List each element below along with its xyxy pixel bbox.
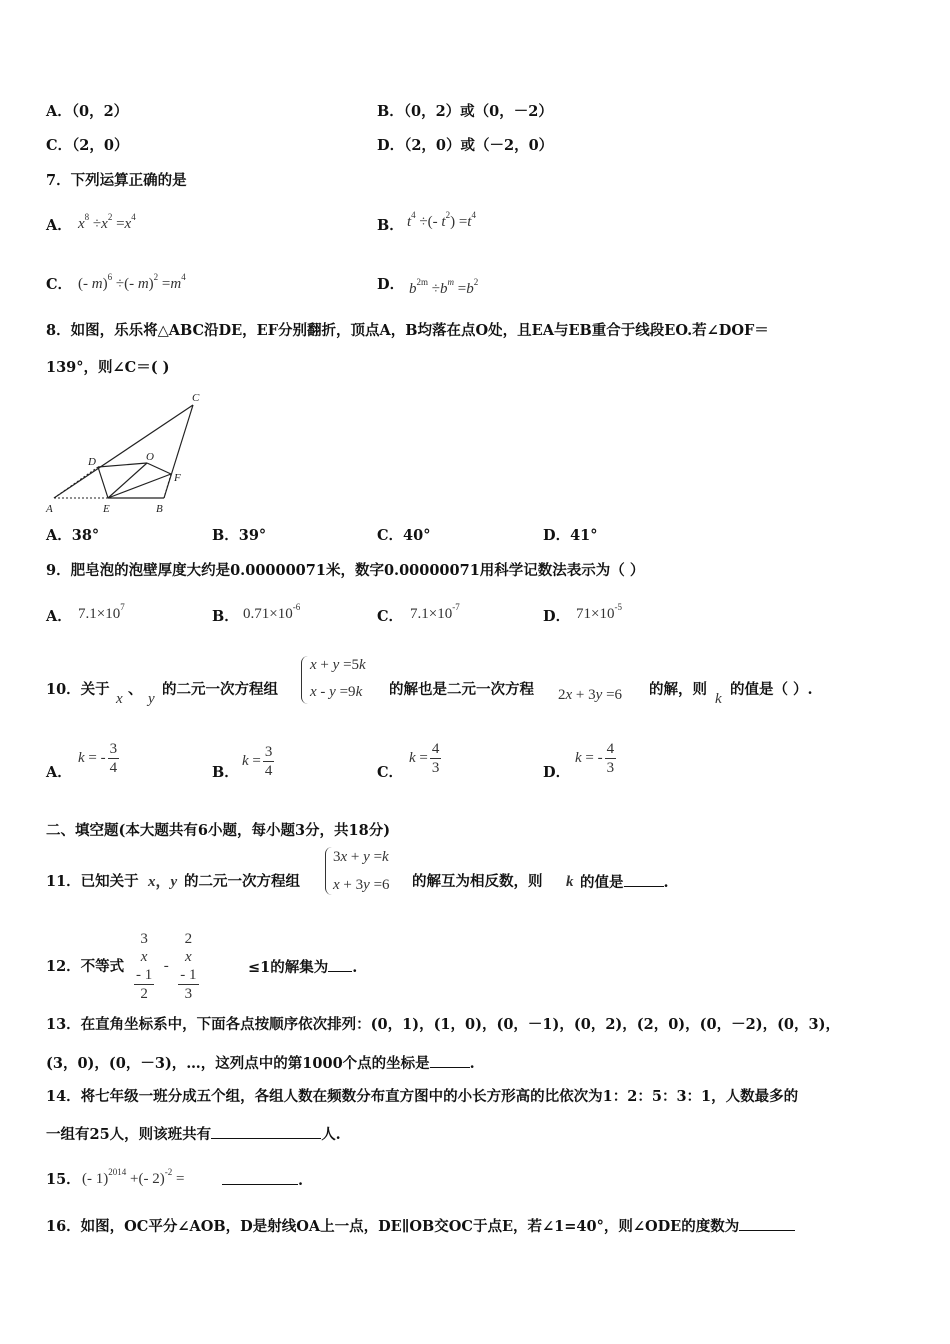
label-e: E xyxy=(103,503,110,515)
q7-label-b: B． xyxy=(377,217,404,234)
q14-line1: 14．将七年级一班分成五个组，各组人数在频数分布直方图中的小长方形高的比依次为1：2：5：3：1，人数最多的 xyxy=(46,1088,799,1105)
label-b: B xyxy=(156,503,163,515)
q8-option-d: D．41° xyxy=(543,527,598,544)
q10-eq1: x + y =5k xyxy=(310,657,366,673)
q15-label: 15． xyxy=(46,1171,81,1188)
q15-blank-line: . xyxy=(222,1170,303,1191)
q9-label-a: A． xyxy=(46,608,72,625)
label-d: D xyxy=(88,456,96,468)
label-c: C xyxy=(192,392,200,404)
q10-mid2: 的二元一次方程组 xyxy=(162,681,278,698)
q11-vars: x，y xyxy=(148,874,178,890)
q9-option-a: $7.1\times 10^7$ xyxy=(78,602,125,622)
q9-label-c: C． xyxy=(377,608,404,625)
q8-line2: 139°，则∠C＝( ) xyxy=(46,359,170,376)
q8-option-a: A．38° xyxy=(46,527,100,544)
q11-end: 的值是 . xyxy=(580,874,669,891)
q11-mid: 的二元一次方程组 xyxy=(184,873,300,890)
q13-line2: (3，0)，(0，－3)，…，这列点中的第1000个点的坐标是 . xyxy=(46,1055,475,1072)
line-of xyxy=(147,463,171,474)
q11-answer-blank[interactable] xyxy=(624,872,664,887)
q7-expr-a: $x^8 \div x^2 =x^4$ xyxy=(78,212,136,232)
q15-expr: (- 1)$^{2014}$ +(- 2)$^{-2}$ = xyxy=(82,1167,185,1187)
q9-stem: 9．肥皂泡的泡壁厚度大约是0.00000071米，数字0.00000071用科学记数法表示为（ ） xyxy=(46,562,645,579)
q10-var-k: k xyxy=(715,691,722,707)
q9-option-d: $71\times 10^{-5}$ xyxy=(576,602,622,622)
line-ad-dashed xyxy=(54,467,98,498)
line-eo xyxy=(108,463,147,498)
q9-option-b: $0.71\times 10^{-6}$ xyxy=(243,602,301,622)
q10-option-d: k = - $\frac{4}{3}$ xyxy=(575,741,615,776)
q14-answer-blank[interactable] xyxy=(211,1124,321,1139)
q11-var-k: k xyxy=(566,874,574,890)
q12-post: ≤1的解集为 . xyxy=(248,959,358,976)
q10-option-b: k = $\frac{3}{4}$ xyxy=(242,744,273,779)
q7-expr-c: (- m)$^6$ ÷(- $m)^2 =m^4$ xyxy=(78,272,186,292)
q10-system-brace xyxy=(301,656,308,704)
q8-option-b: B．39° xyxy=(212,527,267,544)
q7-label-c: C． xyxy=(46,276,73,293)
q10-mid3: 的解也是二元一次方程 xyxy=(389,681,534,698)
q16-text: 16．如图，OC平分∠AOB，D是射线OA上一点，DE∥OB交OC于点E，若∠1=40°，则∠ODE的度数为 xyxy=(46,1216,795,1237)
q10-eq2: x - y =9k xyxy=(310,684,363,700)
q6-option-c: C．（2，0） xyxy=(46,137,129,154)
q9-label-d: D． xyxy=(543,608,571,625)
q7-expr-b: $t^4$ ÷(- $t^2) =t^4$ xyxy=(407,210,476,230)
q12-pre: 12．不等式 xyxy=(46,958,125,975)
q10-option-c: k = $\frac{4}{3}$ xyxy=(409,741,440,776)
line-cb xyxy=(164,405,193,498)
q11-system-brace xyxy=(325,847,332,895)
q11-eq2: x + 3y =6 xyxy=(333,877,390,893)
label-o: O xyxy=(146,451,154,463)
q9-label-b: B． xyxy=(212,608,239,625)
q10-var-x: x xyxy=(116,691,123,707)
q10-label-a: A． xyxy=(46,764,72,781)
q8-triangle-figure xyxy=(40,388,210,516)
q10-eq3: 2x + 3y =6 xyxy=(558,687,623,703)
q10-label-b: B． xyxy=(212,764,239,781)
q10-label-c: C． xyxy=(377,764,404,781)
q10-pre: 10．关于 xyxy=(46,681,110,698)
label-a: A xyxy=(46,503,53,515)
q10-end: 的值是（ ）. xyxy=(730,681,813,698)
q10-label-d: D． xyxy=(543,764,571,781)
q13-line1: 13．在直角坐标系中，下面各点按顺序依次排列：(0，1)，(1，0)，(0，－1)，(0，2)，(2，0)，(0，－2)，(0，3)， xyxy=(46,1016,840,1033)
q10-mid4: 的解，则 xyxy=(649,681,707,698)
q10-option-a: k = - $\frac{3}{4}$ xyxy=(78,741,118,776)
q16-answer-blank[interactable] xyxy=(739,1216,795,1231)
q6-option-b: B．（0，2）或（0，－2） xyxy=(377,103,553,120)
label-f: F xyxy=(174,472,181,484)
q6-option-a: A．（0，2） xyxy=(46,103,129,120)
q8-line1: 8．如图，乐乐将△ABC沿DE，EF分别翻折，顶点A，B均落在点O处，且EA与EB重合于线段EO.若∠DOF＝ xyxy=(46,322,769,339)
q13-answer-blank[interactable] xyxy=(430,1053,470,1068)
section2-title: 二、填空题(本大题共有6小题，每小题3分，共18分) xyxy=(46,822,391,839)
q10-mid1: 、 xyxy=(128,681,143,698)
q6-option-d: D．（2，0）或（－2，0） xyxy=(377,137,554,154)
q7-label-d: D． xyxy=(377,276,405,293)
q7-expr-d: $b^{2m} \div b^m =b^2$ xyxy=(409,277,479,297)
q11-post: 的解互为相反数，则 xyxy=(412,873,543,890)
q11-pre: 11．已知关于 xyxy=(46,873,139,890)
line-de xyxy=(98,467,108,498)
line-ef xyxy=(108,474,171,498)
q7-stem: 7．下列运算正确的是 xyxy=(46,172,187,189)
q12-answer-blank[interactable] xyxy=(328,957,352,972)
q7-label-a: A． xyxy=(46,217,72,234)
q15-answer-blank[interactable] xyxy=(222,1170,298,1185)
q10-var-y: y xyxy=(148,691,155,707)
q9-option-c: $7.1\times 10^{-7}$ xyxy=(410,602,460,622)
q12-expr: 3 x - 1 2 - 2 x - 1 3 xyxy=(136,931,197,1002)
q14-line2: 一组有25人，则该班共有 人. xyxy=(46,1126,341,1143)
q8-option-c: C．40° xyxy=(377,527,431,544)
q11-eq1: 3x + y =k xyxy=(333,849,389,865)
